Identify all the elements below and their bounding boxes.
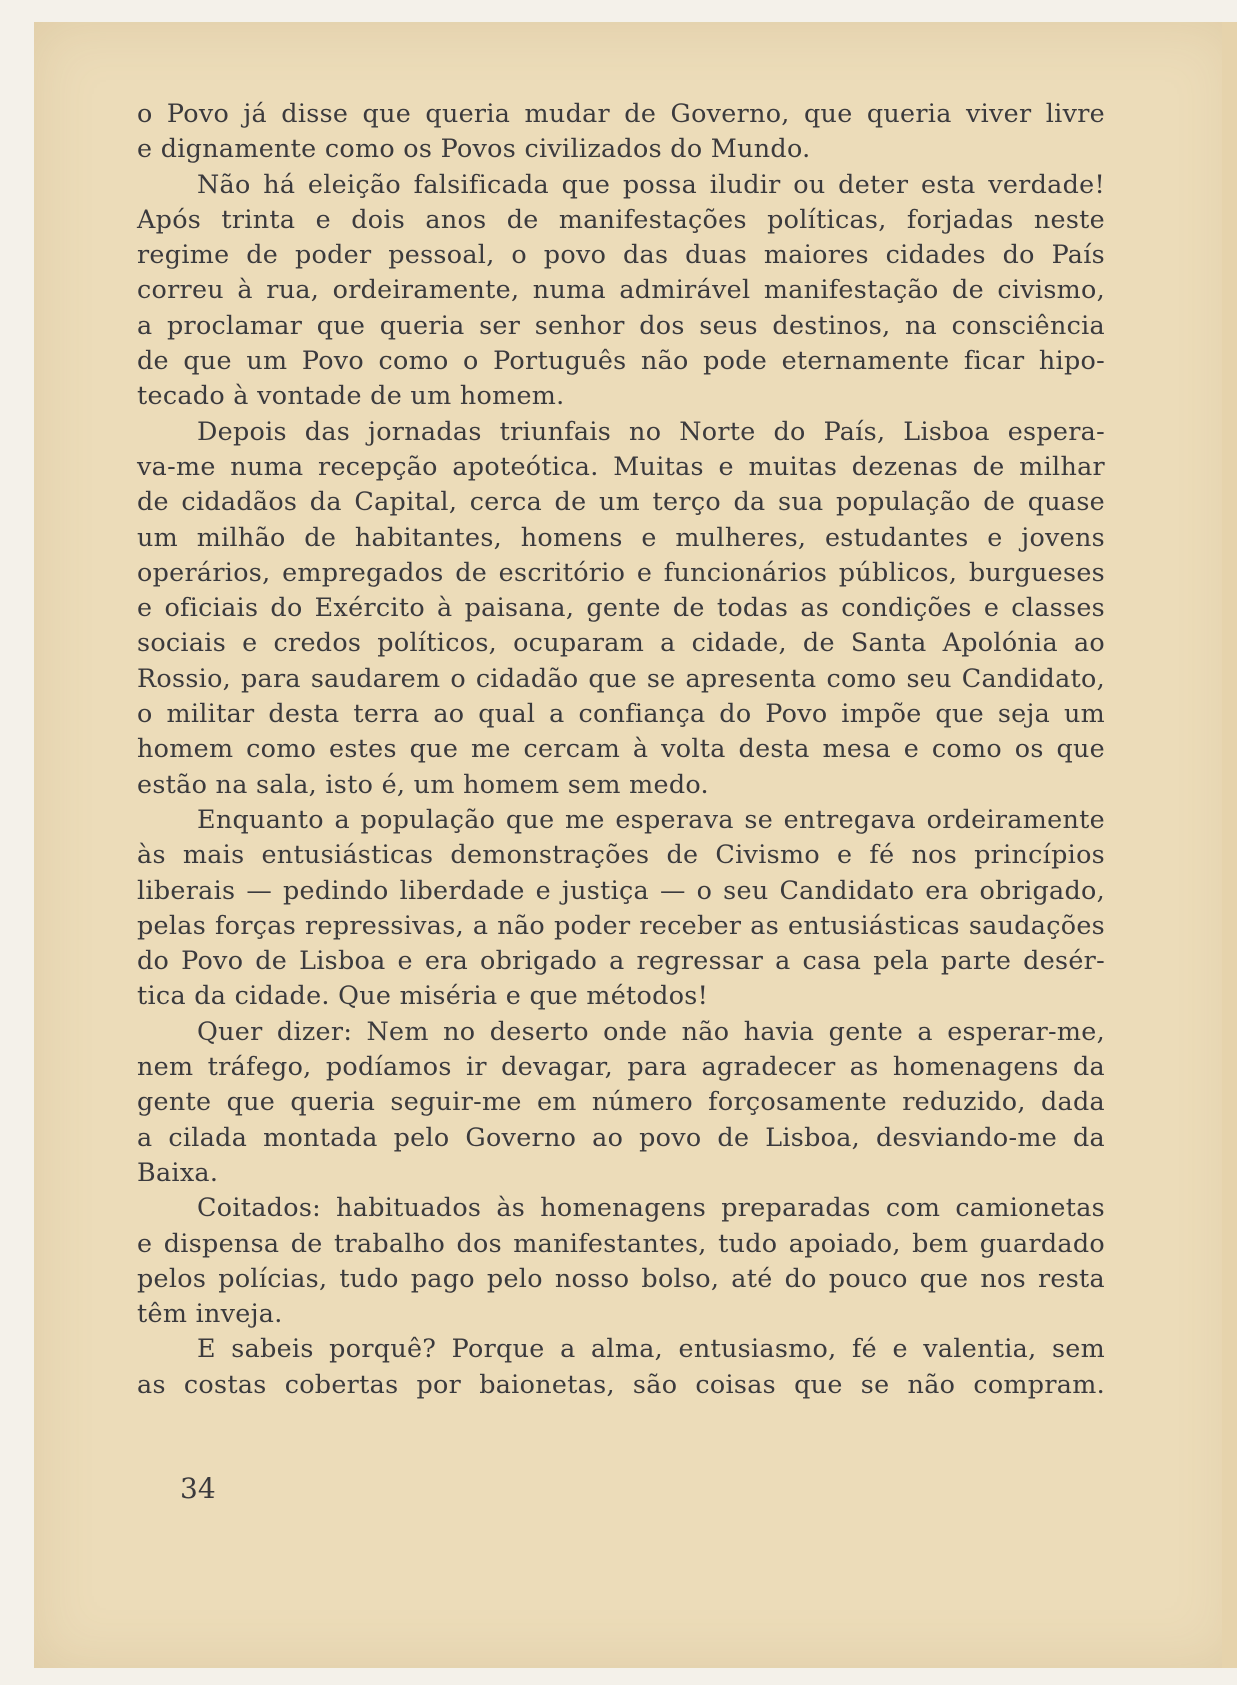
- text-line: Quer dizer: Nem no deserto onde não havia gente a esperar-me,: [197, 1015, 1105, 1046]
- text-line: pelos polícias, tudo pago pelo nosso bolso, até do pouco que nos resta: [137, 1262, 1105, 1293]
- text-line: Não há eleição falsificada que possa iludir ou deter esta verdade!: [197, 168, 1105, 199]
- text-line: Após trinta e dois anos de manifestações políticas, forjadas neste: [137, 203, 1105, 234]
- text-line: às mais entusiásticas demonstrações de Civismo e fé nos princípios: [137, 839, 1105, 870]
- text-line: e oficiais do Exército à paisana, gente de todas as condições e classes: [137, 592, 1105, 623]
- text-line: pelas forças repressivas, a não poder receber as entusiásticas saudações: [137, 909, 1105, 940]
- text-line: nem tráfego, podíamos ir devagar, para agradecer as homenagens da: [137, 1051, 1105, 1082]
- text-line: tecado à vontade de um homem.: [137, 380, 565, 411]
- text-line: Rossio, para saudarem o cidadão que se apresenta como seu Candidato,: [137, 662, 1105, 693]
- text-line: de cidadãos da Capital, cerca de um terço da sua população de quase: [137, 486, 1105, 517]
- text-line: estão na sala, isto é, um homem sem medo.: [137, 768, 709, 799]
- text-line: Coitados: habituados às homenagens preparadas com camionetas: [197, 1192, 1105, 1223]
- text-line: as costas cobertas por baionetas, são coisas que se não compram.: [137, 1368, 1105, 1399]
- text-line: operários, empregados de escritório e funcionários públicos, burgueses: [137, 556, 1105, 587]
- text-line: o militar desta terra ao qual a confiança do Povo impõe que seja um: [137, 698, 1105, 729]
- page-number: 34: [180, 1472, 216, 1505]
- text-line: homem como estes que me cercam à volta desta mesa e como os que: [137, 733, 1105, 764]
- text-line: correu à rua, ordeiramente, numa admirável manifestação de civismo,: [137, 274, 1105, 305]
- text-line: de que um Povo como o Português não pode eternamente ficar hipo-: [137, 345, 1105, 376]
- text-line: gente que queria seguir-me em número forçosamente reduzido, dada: [137, 1086, 1105, 1117]
- body-text: [137, 96, 1105, 1402]
- text-line: a proclamar que queria ser senhor dos seus destinos, na consciência: [137, 309, 1105, 340]
- text-line: um milhão de habitantes, homens e mulheres, estudantes e jovens: [137, 521, 1105, 552]
- text-line: do Povo de Lisboa e era obrigado a regressar a casa pela parte desér-: [137, 945, 1105, 976]
- text-line: têm inveja.: [137, 1298, 283, 1329]
- text-line: Enquanto a população que me esperava se entregava ordeiramente: [197, 803, 1105, 834]
- text-line: E sabeis porquê? Porque a alma, entusiasmo, fé e valentia, sem: [197, 1333, 1105, 1364]
- page-edge: [1222, 22, 1237, 1668]
- text-line: Depois das jornadas triunfais no Norte do País, Lisboa espera-: [197, 415, 1105, 446]
- text-line: Baixa.: [137, 1156, 219, 1187]
- text-line: e dispensa de trabalho dos manifestantes, tudo apoiado, bem guardado: [137, 1227, 1105, 1258]
- text-line: tica da cidade. Que miséria e que métodos!: [137, 980, 709, 1011]
- text-line: sociais e credos políticos, ocuparam a cidade, de Santa Apolónia ao: [137, 627, 1105, 658]
- text-line: e dignamente como os Povos civilizados do Mundo.: [137, 133, 811, 164]
- text-line: o Povo já disse que queria mudar de Governo, que queria viver livre: [137, 98, 1105, 128]
- text-line: liberais — pedindo liberdade e justiça — o seu Candidato era obrigado,: [137, 874, 1105, 905]
- text-line: va-me numa recepção apoteótica. Muitas e muitas dezenas de milhar: [137, 450, 1105, 481]
- text-line: regime de poder pessoal, o povo das duas maiores cidades do País: [137, 239, 1105, 270]
- text-line: a cilada montada pelo Governo ao povo de Lisboa, desviando-me da: [137, 1121, 1105, 1152]
